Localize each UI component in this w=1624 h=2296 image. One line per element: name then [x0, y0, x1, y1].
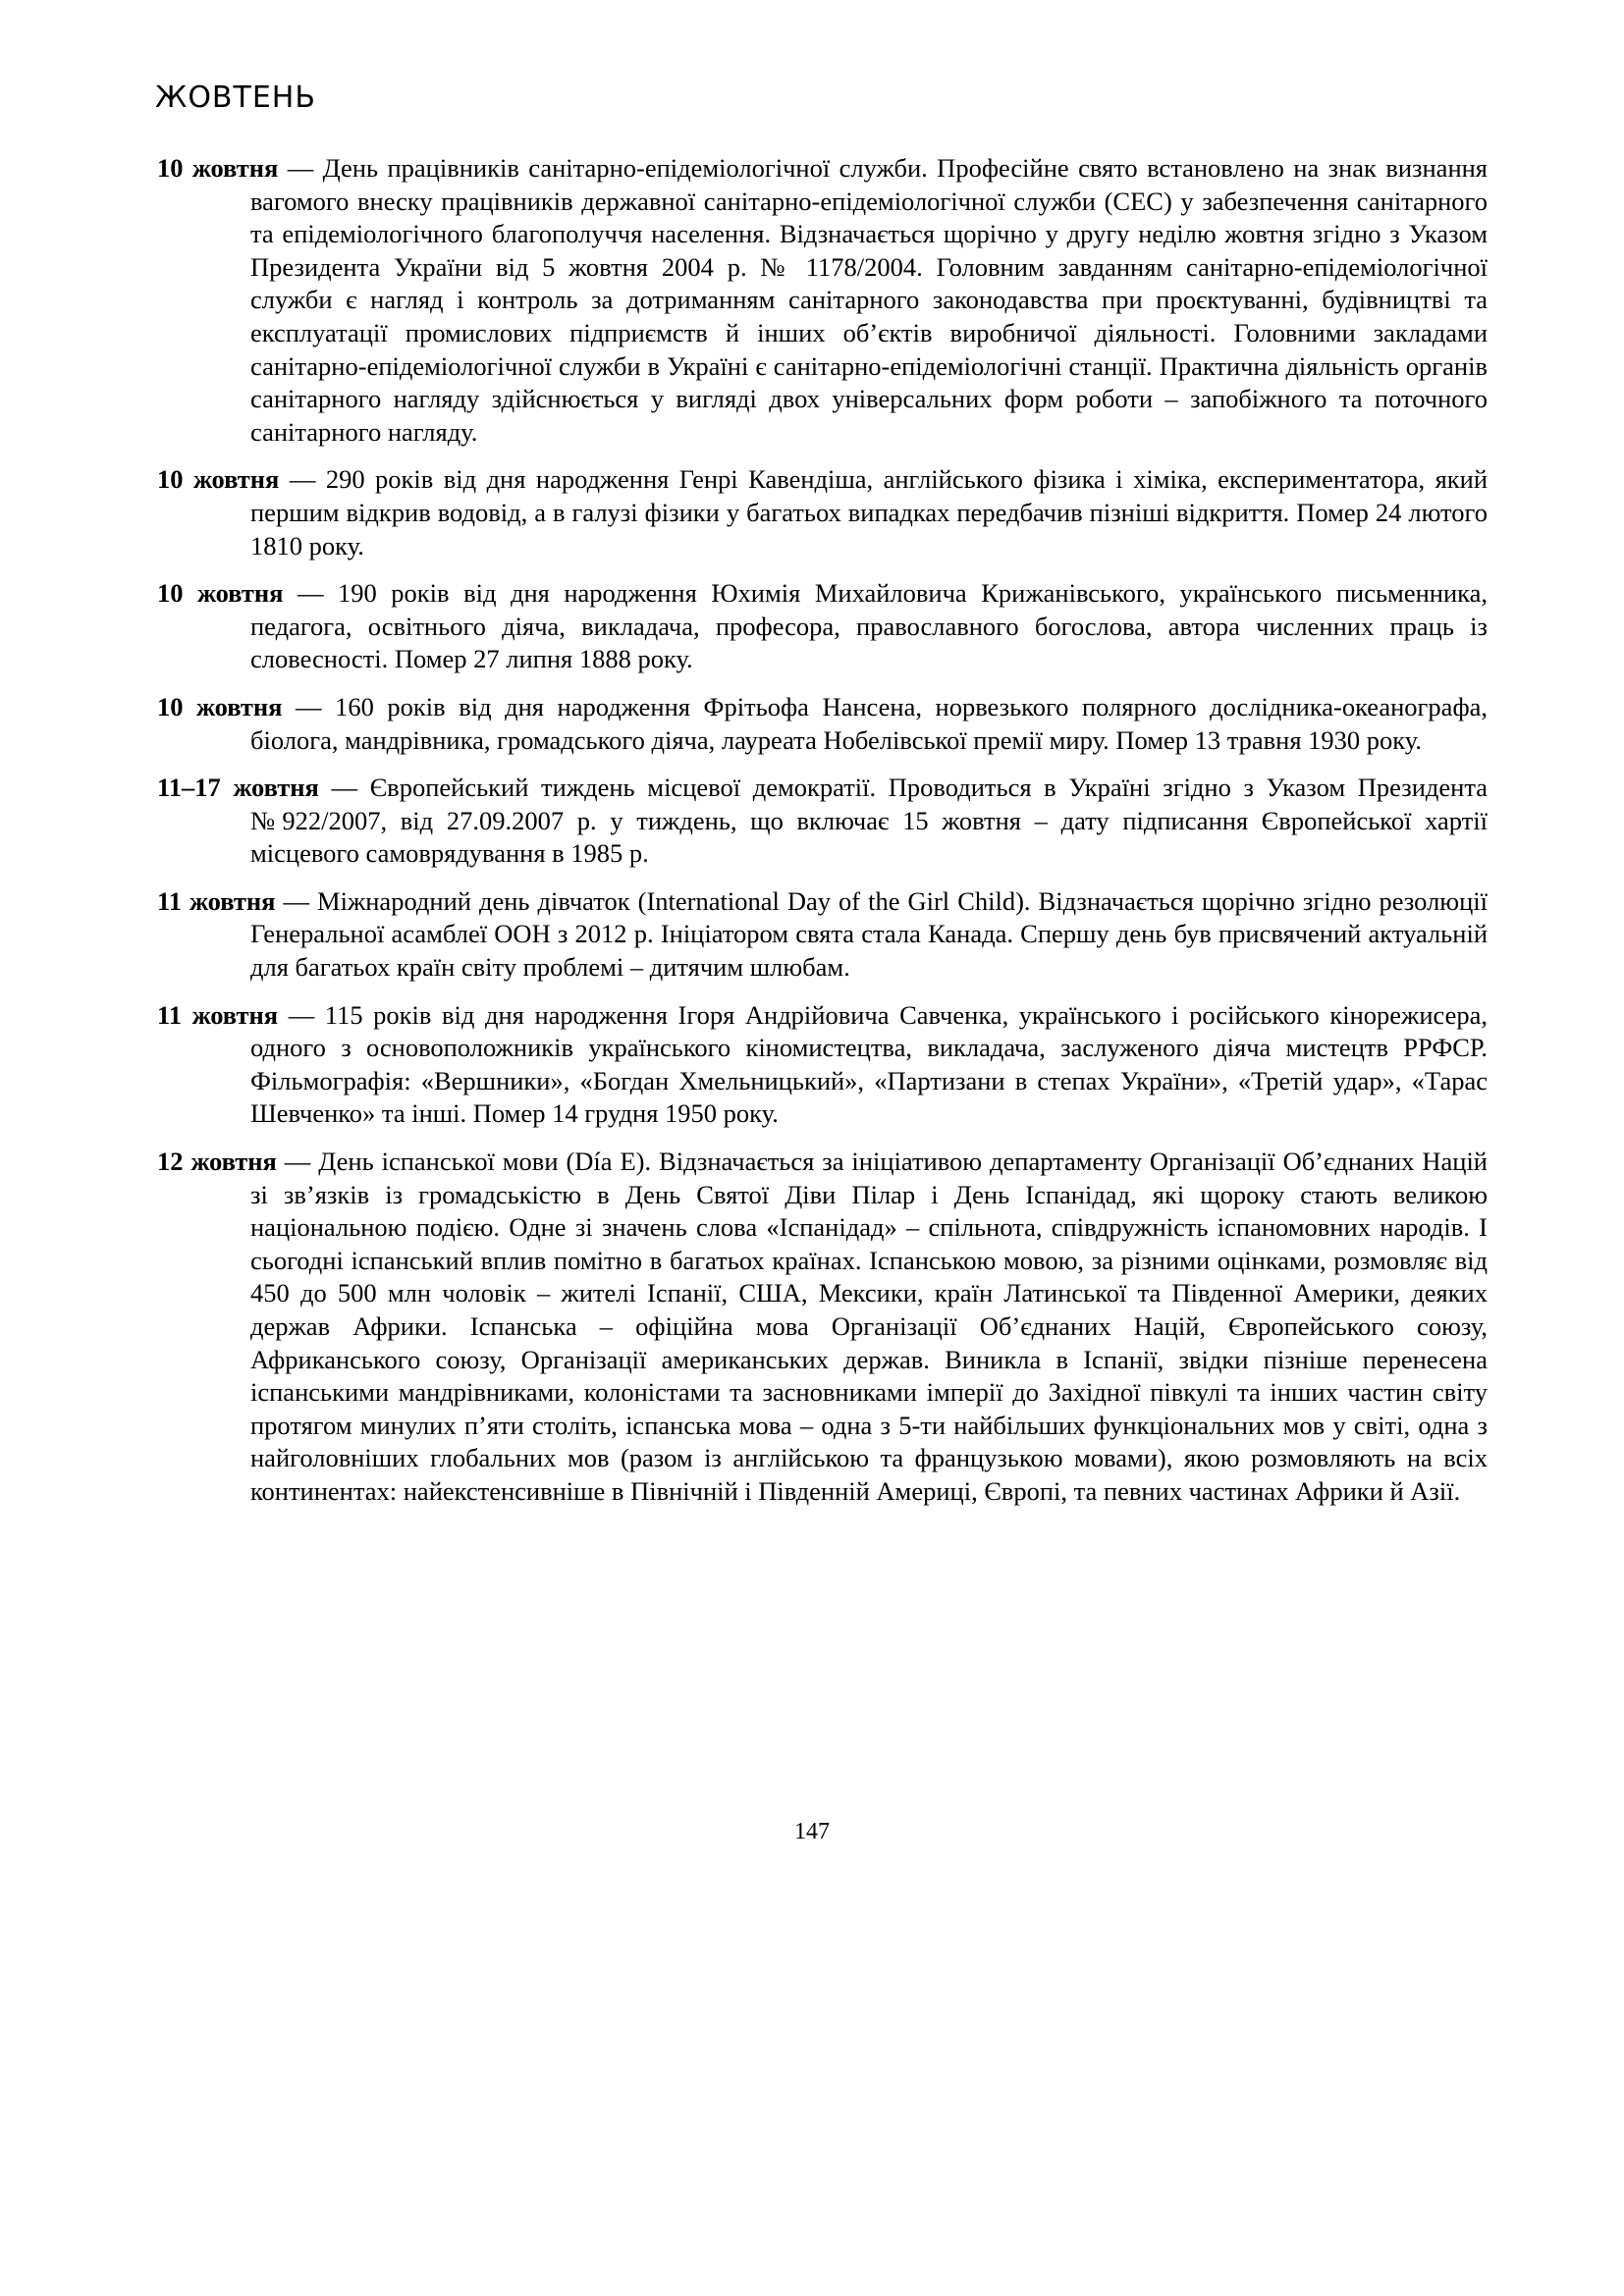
entry-text: — 290 років від дня народження Генрі Кавендіша, англійського фізика і хіміка, експериментатора, який першим відкрив водовід, а в галузі фізики у багатьох випадках передбачив пізніші відкриття. Помер 24 лютого 1810 року. — [250, 464, 1489, 561]
entry-date: 10 жовтня — [157, 578, 284, 609]
entry — [157, 772, 1488, 871]
entry-date: 10 жовтня — [157, 691, 283, 721]
entry — [157, 999, 1488, 1131]
entry-text: — 115 років від дня народження Ігоря Андрійовича Савченка, українського і російського кінорежисера, одного з основоположників українського кіномистецтва, викладача, заслуженого діяча мистецтв РРФСР. Фільмографія: «Вершники», «Богдан Хмельницький», «Партизани в степах України», «Третій удар», «Тарас Шевченко» та інші. Помер 14 грудня 1950 року. — [250, 999, 1488, 1129]
entry-text: — Європейський тиждень місцевої демократії. Проводиться в Україні згідно з Указом Президента №922/2007, від 27.09.2007 р. у тиждень, що включає 15 жовтня – дату підписання Європейської хартії місцевого самоврядування в 1985 р. — [250, 773, 1488, 869]
entry-date: 11 жовтня — [157, 999, 279, 1030]
entry-text: — 190 років від дня народження Юхимія Михайловича Крижанівського, українського письменника, педагога, освітнього діяча, викладача, професора, православного богослова, автора численних праць із словесності. Помер 27 липня 1888 року. — [250, 578, 1488, 674]
entry — [157, 577, 1488, 676]
entry-date: 11 жовтня — [157, 885, 276, 916]
entry-text: — День працівників санітарно-епідеміологічної служби. Професійне свято встановлено на знак визнання вагомого внеску працівників державної санітарно-епідеміологічної служби (СЕС) у забезпечення санітарного та епідеміологічного благополуччя населення. Відзначається щорічно у другу неділю жовтня згідно з Указом Президента України від 5 жовтня 2004 р. № 1178/2004. Головним завданням санітарно-епідеміологічної служби є нагляд і контроль за дотриманням санітарного законодавства при проєктуванні, будівництві та експлуатації промислових підприємств й інших об’єктів виробничої діяльності. Головними закладами санітарно-епідеміологічної служби в Україні є санітарно-епідеміологічні станції. Практична діяльність органів санітарного нагляду здійснюється у вигляді двох універсальних форм роботи – запобіжного та поточного санітарного нагляду. — [250, 153, 1488, 447]
entry — [157, 691, 1488, 757]
page-number: 147 — [794, 1819, 830, 1844]
entry-text: — Міжнародний день дівчаток (International Day of the Girl Child). Відзначається щорічно згідно резолюції Генеральної асамблеї ООН з 2012 р. Ініціатором свята стала Канада. Спершу день був присвячений актуальній для багатьох країн світу проблемі – дитячим шлюбам. — [250, 885, 1488, 983]
entry-text: — День іспанської мови (Día E). Відзначається за ініціативою департаменту Організації Об’єднаних Націй зі зв’язків із громадськістю в День Святої Діви Пілар і День Іспанідад, які щороку стають великою національною подією. Одне зі значень слова «Іспанідад» – спільнота, співдружність іспаномовних народів. І сьогодні іспанський вплив помітно в багатьох країнах. Іспанською мовою, за різними оцінками, розмовляє від 450 до 500 млн чоловік – жителі Іспанії, США, Мексики, країн Латинської та Південної Америки, деяких держав Африки. Іспанська – офіційна мова Організації Об’єднаних Націй, Європейського союзу, Африканського союзу, Організації американських держав. Виникла в Іспанії, звідки пізніше перенесена іспанськими мандрівниками, колоністами та засновниками імперії до Західної півкулі та інших частин світу протягом минулих п’яти століть, іспанська мова – одна з 5-ти найбільших функціональних мов у світі, одна з найголовніших глобальних мов (разом із англійською та французькою мовами), якою розмовляють на всіх континентах: найекстенсивніше в Північній і Південній Америці, Європі, та певних частинах Африки й Азії. — [250, 1147, 1488, 1506]
entry — [157, 885, 1488, 985]
entry-text: — 160 років від дня народження Фрітьофа Нансена, норвезького полярного дослідника-океанографа, біолога, мандрівника, громадського діяча, лауреата Нобелівської премії миру. Помер 13 травня 1930 року. — [250, 691, 1488, 755]
entry-date: 10 жовтня — [157, 464, 280, 495]
entry-date: 12 жовтня — [157, 1147, 277, 1177]
entry-date: 10 жовтня — [157, 153, 279, 183]
entry — [157, 1146, 1488, 1509]
entry — [157, 463, 1488, 562]
entry-date: 11–17 жовтня — [157, 773, 319, 803]
entry — [157, 152, 1488, 449]
entries-list — [157, 152, 1488, 1523]
section-title: ЖОВТЕНЬ — [155, 80, 316, 115]
